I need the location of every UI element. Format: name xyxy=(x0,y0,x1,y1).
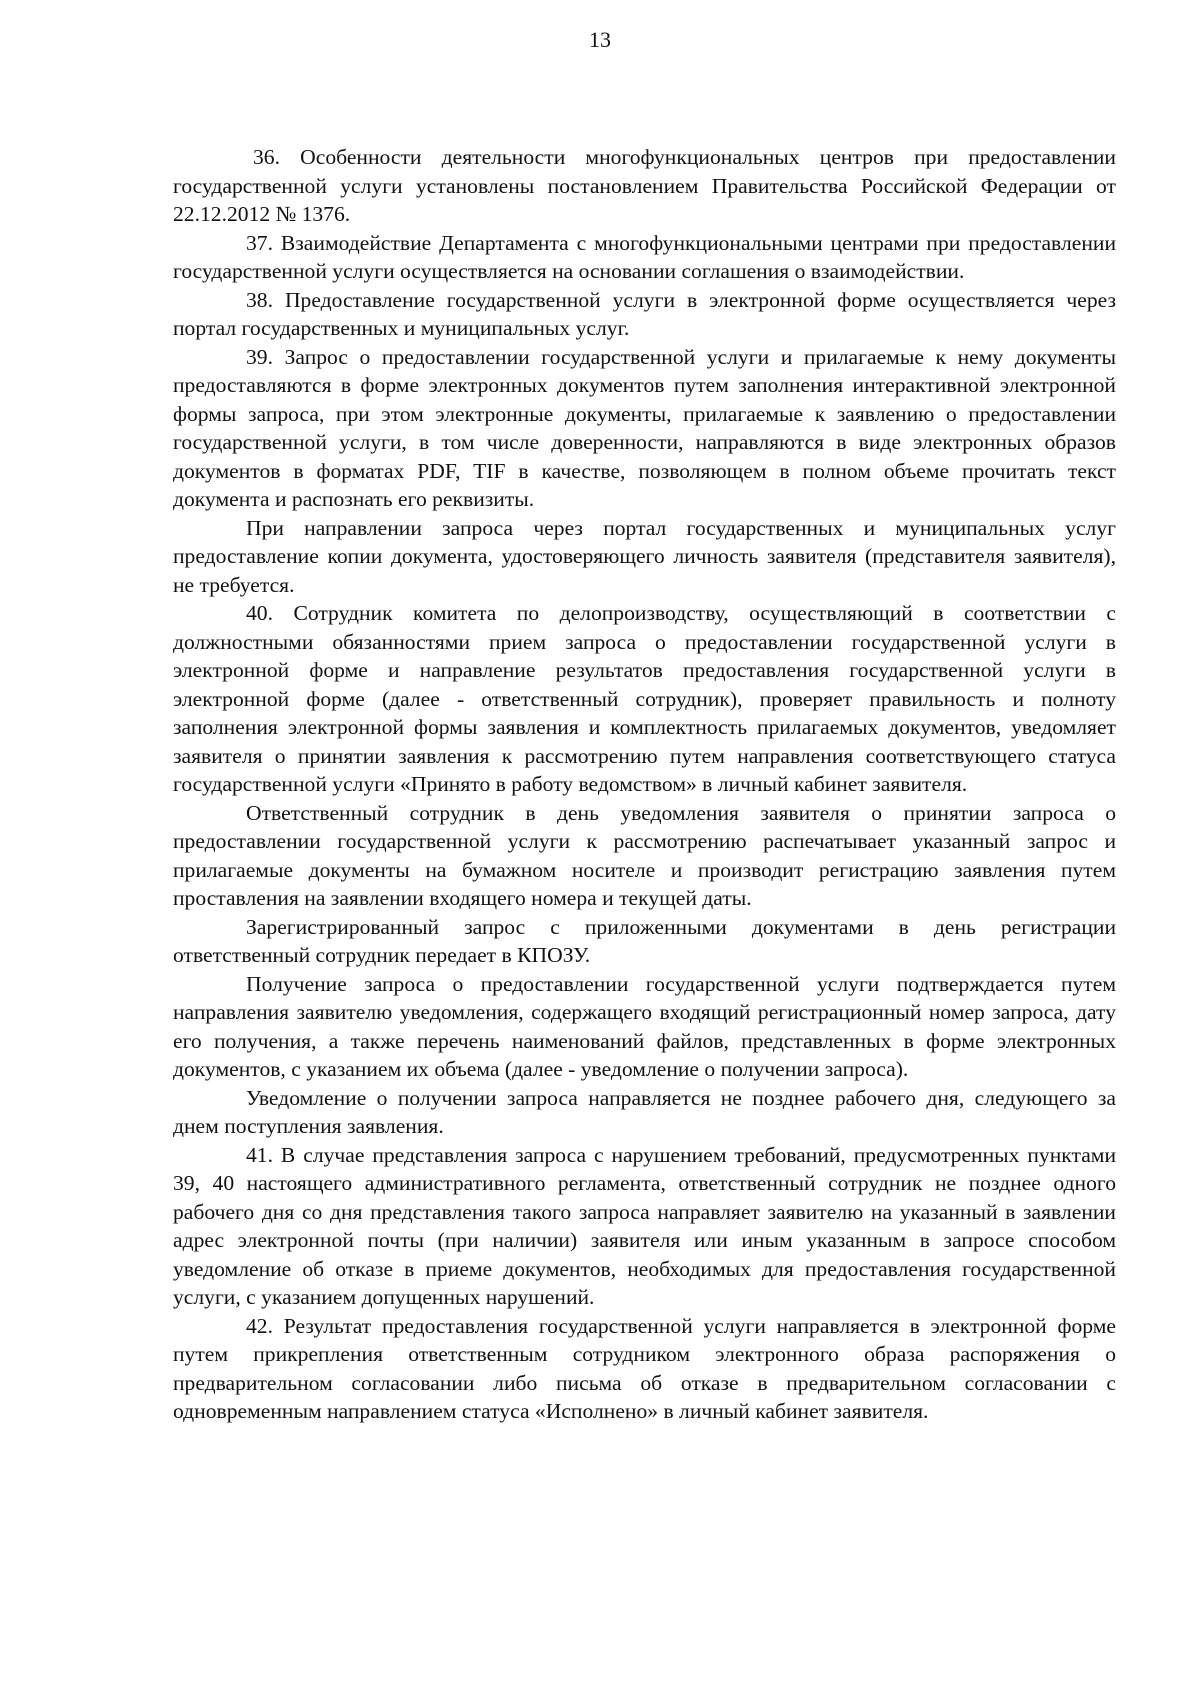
paragraph-40-deadline: Уведомление о получении запроса направляется не позднее рабочего дня, следующего за днем поступления заявления. xyxy=(173,1085,1116,1138)
paragraph-40-transfer: Зарегистрированный запрос с приложенными документами в день регистрации ответственный сотрудник передает в КПОЗУ. xyxy=(173,914,1116,967)
document-body xyxy=(173,143,1116,1426)
paragraph-38: 38. Предоставление государственной услуги в электронной форме осуществляется через портал государственных и муниципальных услуг. xyxy=(173,287,1116,340)
paragraph-40-registration: Ответственный сотрудник в день уведомления заявителя о принятии запроса о предоставлении государственной услуги к рассмотрению распечатывает указанный запрос и прилагаемые документы на бумажном носителе и производит регистрацию заявления путем проставления на заявлении входящего номера и текущей даты. xyxy=(173,800,1116,910)
paragraph-36: 36. Особенности деятельности многофункциональных центров при предоставлении государственной услуги установлены постановлением Правительства Российской Федерации от 22.12.2012 № 1376. xyxy=(173,145,1116,226)
paragraph-39-portal-note: При направлении запроса через портал государственных и муниципальных услуг предоставление копии документа, удостоверяющего личность заявителя (представителя заявителя), не требуется. xyxy=(173,515,1116,597)
paragraph-41: 41. В случае представления запроса с нарушением требований, предусмотренных пунктами 39, 40 настоящего административного регламента, ответственный сотрудник не позднее одного рабочего дня со дня представления такого запроса направляет заявителю на указанный в заявлении адрес электронной почты (при наличии) заявителя или иным указанным в запросе способом уведомление об отказе в приеме документов, необходимых для предоставления государственной услуги, с указанием допущенных нарушений. xyxy=(173,1142,1116,1309)
paragraph-42: 42. Результат предоставления государственной услуги направляется в электронной форме путем прикрепления ответственным сотрудником электронного образа распоряжения о предварительном согласовании либо письма об отказе в предварительном согласовании с одновременным направлением статуса «Исполнено» в личный кабинет заявителя. xyxy=(173,1313,1116,1423)
paragraph-39: 39. Запрос о предоставлении государственной услуги и прилагаемые к нему документы предоставляются в форме электронных документов путем заполнения интерактивной электронной формы запроса, при этом электронные документы, прилагаемые к заявлению о предоставлении государственной услуги, в том числе доверенности, направляются в виде электронных образов документов в форматах PDF, TIF в качестве, позволяющем в полном объеме прочитать текст документа и распознать его реквизиты. xyxy=(173,344,1116,511)
paragraph-40-confirmation: Получение запроса о предоставлении государственной услуги подтверждается путем направления заявителю уведомления, содержащего входящий регистрационный номер запроса, дату его получения, а также перечень наименований файлов, представленных в форме электронных документов, с указанием их объема (далее - уведомление о получении запроса). xyxy=(173,971,1116,1081)
paragraph-37: 37. Взаимодействие Департамента с многофункциональными центрами при предоставлении государственной услуги осуществляется на основании соглашения о взаимодействии. xyxy=(173,230,1116,283)
page-number: 13 xyxy=(589,27,611,52)
paragraph-40: 40. Сотрудник комитета по делопроизводству, осуществляющий в соответствии с должностными обязанностями прием запроса о предоставлении государственной услуги в электронной форме и направление результатов предоставления государственной услуги в электронной форме (далее - ответственный сотрудник), проверяет правильность и полноту заполнения электронной формы заявления и комплектность прилагаемых документов, уведомляет заявителя о принятии заявления к рассмотрению путем направления соответствующего статуса государственной услуги «Принято в работу ведомством» в личный кабинет заявителя. xyxy=(173,601,1116,796)
